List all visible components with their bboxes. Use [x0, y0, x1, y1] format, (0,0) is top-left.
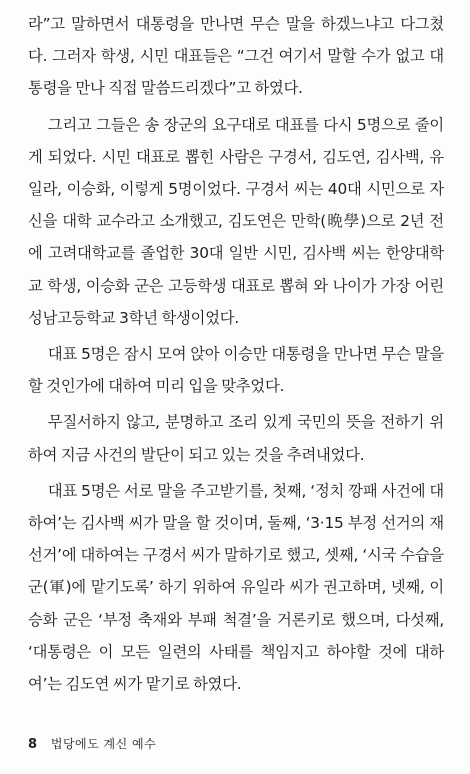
page-number: 8 — [28, 737, 38, 752]
paragraph-agreement: 대표 5명은 잠시 모여 앉아 이승만 대통령을 만나면 무슨 말을 할 것인가에 대하여 미리 입을 맞추었다. — [28, 345, 444, 396]
body-text — [28, 8, 444, 700]
paragraph-continued: 라”고 말하면서 대통령을 만나면 무슨 말을 하겠느냐고 다그쳤다. 그러자 학생, 시민 대표들은 “그건 여기서 말할 수가 없고 대통령을 만나 직접 말씀드리겠다”고 하였다. — [28, 15, 444, 98]
paragraph-representatives: 그리고 그들은 송 장군의 요구대로 대표를 다시 5명으로 줄이게 되었다. 시민 대표로 뽑힌 사람은 구경서, 김도연, 김사백, 유일라, 이승화, 이렇게 5명이었다. 구경서 씨는 40대 시민으로 자신을 대학 교수라고 소개했고, 김도연은 만학(晩學)으로 2년 전에 고려대학교를 졸업한 30대 일반 시민, 김사백 씨는 한양대학교 학생, 이승화 군은 고등학생 대표로 뽑혀 와 나이가 가장 어린 성남고등학교 3학년 학생이었다. — [28, 115, 444, 327]
paragraph-division-of-roles: 대표 5명은 서로 말을 주고받기를, 첫째, ‘정치 깡패 사건에 대하여’는 김사백 씨가 말을 할 것이며, 둘째, ‘3·15 부정 선거의 재선거’에 대하여는 구경서 씨가 말하기로 했고, 셋째, ‘시국 수습을 군(軍)에 맡기도록’ 하기 위하여 유일라 씨가 권고하며, 넷째, 이승화 군은 ‘부정 축재와 부패 척결’을 거론키로 했으며, 다섯째, ‘대통령은 이 모든 일련의 사태를 책임지고 하야할 것에 대하여’는 김도연 씨가 맡기로 하였다. — [28, 481, 444, 694]
page-footer — [28, 737, 156, 752]
running-title: 법당에도 계신 예수 — [50, 737, 157, 751]
paragraph-summary: 무질서하지 않고, 분명하고 조리 있게 국민의 뜻을 전하기 위하여 지금 사건의 발단이 되고 있는 것을 추려내었다. — [28, 413, 444, 464]
